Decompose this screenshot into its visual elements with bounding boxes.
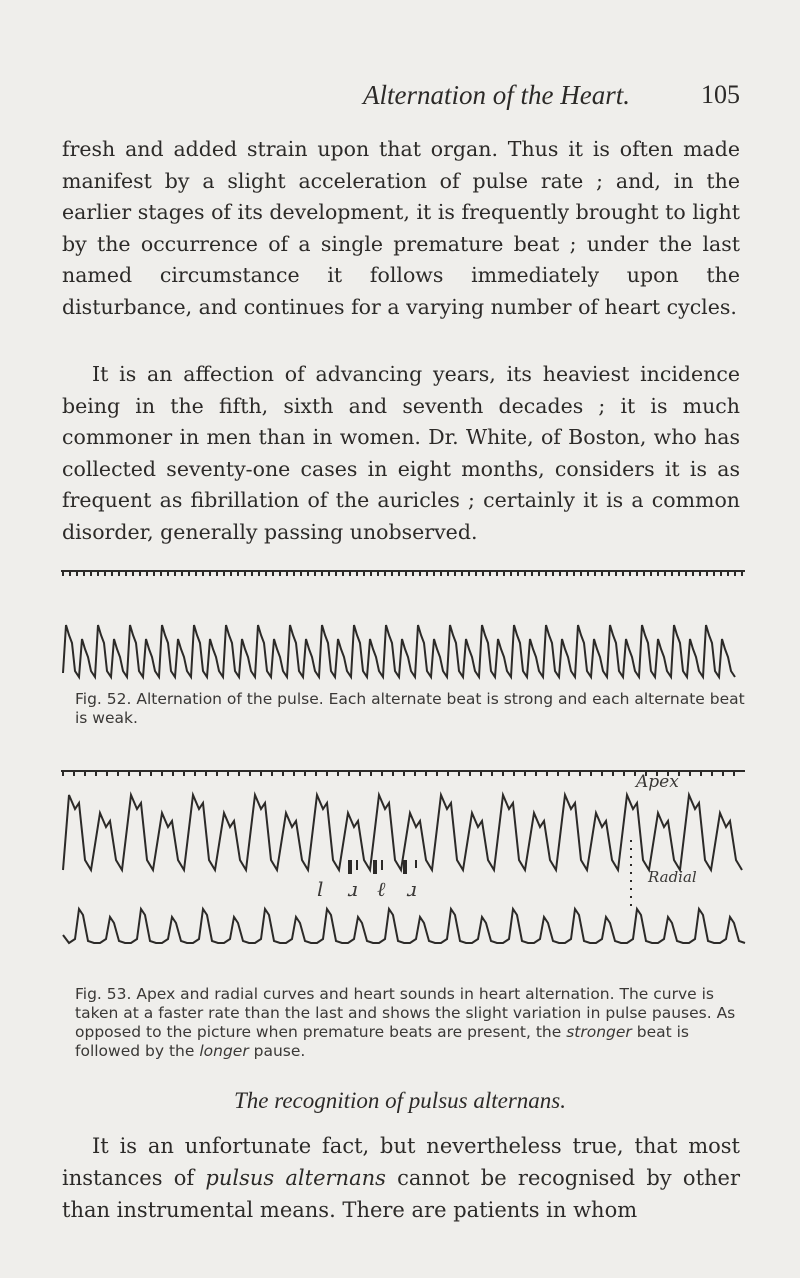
page-number: 105 (701, 80, 740, 109)
caption-text: beat is followed by the (75, 1023, 689, 1060)
figure-52-tracing (55, 555, 755, 690)
radial-label: Radial (648, 868, 697, 886)
running-head-title: Alternation of the Heart. (363, 80, 630, 110)
caption-emphasis: longer (199, 1042, 249, 1060)
running-head (0, 80, 740, 116)
pulse-tracing (63, 625, 735, 677)
paragraph-2: It is an affection of advancing years, its heaviest incidence being in the fifth, sixth and seventh decades ; it is much commoner in men than in women. Dr. White, of Boston, who has collected seventy-one cases in eight months, considers it is as frequent as fibrillation of the auricles ; certainly it is a common disorder, generally passing unobserved. (62, 362, 740, 544)
heart-sound-mark (381, 860, 383, 870)
apex-label: Apex (636, 772, 679, 792)
caption-emphasis: stronger (566, 1023, 632, 1041)
caption-text: Fig. 53. Apex and radial curves and heart sounds in heart alternation. The curve is taken at a faster rate than the last and shows the slight variation in pulse pauses. As opposed to the picture when premature beats are present, the (75, 985, 736, 1041)
paragraph-1: fresh and added strain upon that organ. Thus it is often made manifest by a slight acceleration of pulse rate ; and, in the earlier stages of its development, it is frequently brought to light by the occurrence of a single premature beat ; under the last named circumstance it follows immediately upon the disturbance, and continues for a varying number of heart cycles. (62, 137, 740, 319)
paragraph-emphasis: pulsus alternans (205, 1166, 386, 1190)
sound-letter: l (317, 877, 324, 901)
sound-letter: ɹ (407, 877, 418, 901)
paragraph-text: cannot be recognised by other than instrumental means. There are patients in whom (62, 1166, 740, 1222)
heart-sound-marks (348, 860, 417, 874)
heart-sound-mark (415, 860, 417, 868)
sound-letter: ℓ (377, 877, 386, 901)
figure-53-caption (75, 985, 745, 1061)
heart-sound-mark (348, 860, 352, 874)
heart-sound-mark (356, 860, 358, 870)
figure-52-caption: Fig. 52. Alternation of the pulse. Each alternate beat is strong and each alternate beat is weak. (75, 690, 745, 727)
apex-curve (63, 795, 742, 870)
heart-sound-mark (373, 860, 377, 874)
paragraph-text: It is an unfortunate fact, but nevertheless true, that most instances of (62, 1134, 740, 1190)
paragraph-3 (62, 1130, 740, 1226)
caption-text: pause. (248, 1042, 306, 1060)
radial-curve (63, 909, 745, 943)
sound-letters (317, 877, 417, 901)
section-heading: The recognition of pulsus alternans. (233, 1088, 566, 1113)
heart-sound-mark (403, 860, 407, 874)
sound-letter: ɹ (348, 877, 359, 901)
